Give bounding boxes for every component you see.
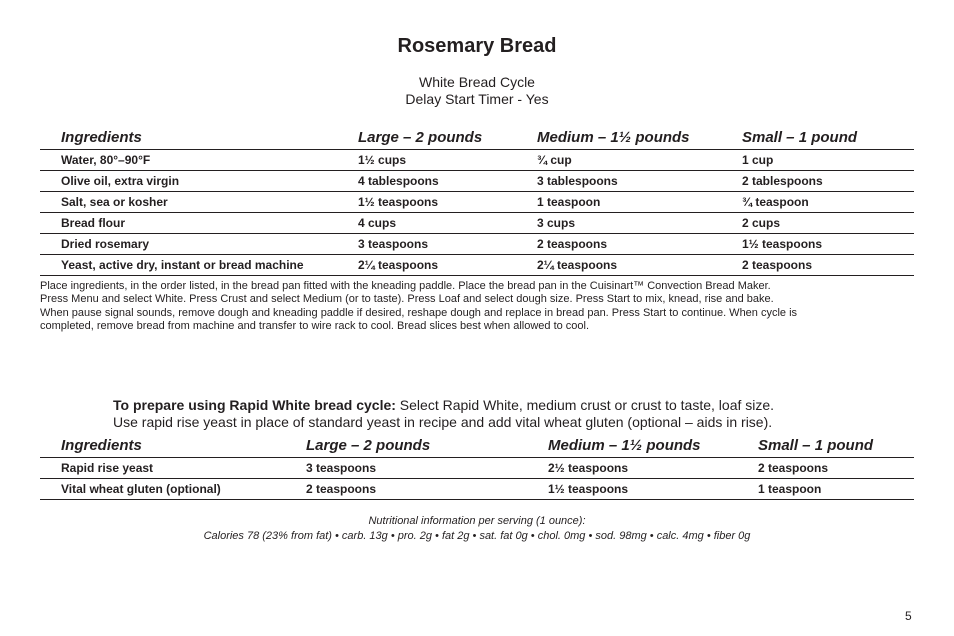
ingredient-name: Vital wheat gluten (optional)	[40, 479, 306, 500]
amount-small: 2 teaspoons	[742, 255, 914, 276]
column-header-ingredients: Ingredients	[40, 128, 358, 150]
recipe-title: Rosemary Bread	[397, 35, 557, 57]
page-number: 5	[905, 609, 912, 623]
amount-large: 2 teaspoons	[306, 479, 548, 500]
amount-medium: 3 cups	[537, 213, 742, 234]
table-row	[40, 150, 914, 171]
table-header-row	[40, 128, 914, 150]
table-row	[40, 213, 914, 234]
table-row	[40, 192, 914, 213]
amount-medium: 1½ teaspoons	[548, 479, 758, 500]
amount-small: 1½ teaspoons	[742, 234, 914, 255]
amount-medium: 1 teaspoon	[537, 192, 742, 213]
rapid-note-line	[113, 397, 873, 414]
amount-medium: 2¼ teaspoons	[537, 255, 742, 276]
ingredient-name: Salt, sea or kosher	[40, 192, 358, 213]
amount-medium: 2 teaspoons	[537, 234, 742, 255]
column-header-medium: Medium – 1½ pounds	[537, 128, 742, 150]
amount-small: 2 tablespoons	[742, 171, 914, 192]
nutrition-heading: Nutritional information per serving (1 ounce):	[368, 515, 586, 527]
rapid-ingredients-table	[40, 436, 914, 500]
instructions-paragraph	[40, 280, 920, 334]
amount-small: 1 teaspoon	[758, 479, 914, 500]
ingredient-name: Dried rosemary	[40, 234, 358, 255]
amount-medium: 3 tablespoons	[537, 171, 742, 192]
amount-large: 4 tablespoons	[358, 171, 537, 192]
amount-large: 4 cups	[358, 213, 537, 234]
cycle-subtitle: White Bread Cycle	[419, 74, 535, 90]
rapid-note-line: Use rapid rise yeast in place of standard yeast in recipe and add vital wheat gluten (optional – aids in rise).	[113, 414, 773, 430]
amount-large: 1½ teaspoons	[358, 192, 537, 213]
table-row	[40, 234, 914, 255]
ingredient-name: Water, 80°–90°F	[40, 150, 358, 171]
delay-timer-subtitle: Delay Start Timer - Yes	[405, 91, 549, 107]
table-header-row	[40, 436, 914, 458]
ingredient-name: Olive oil, extra virgin	[40, 171, 358, 192]
table-row	[40, 255, 914, 276]
amount-large: 3 teaspoons	[358, 234, 537, 255]
amount-small: 2 teaspoons	[758, 458, 914, 479]
amount-small: 2 cups	[742, 213, 914, 234]
ingredient-name: Rapid rise yeast	[40, 458, 306, 479]
ingredients-table	[40, 128, 914, 276]
rapid-note-label: To prepare using Rapid White bread cycle:	[113, 397, 396, 413]
nutrition-details: Calories 78 (23% from fat) • carb. 13g • pro. 2g • fat 2g • sat. fat 0g • chol. 0mg • sod. 98mg • calc. 4mg • fiber 0g	[203, 530, 751, 542]
amount-medium: ¾ cup	[537, 150, 742, 171]
instructions-line: Place ingredients, in the order listed, in the bread pan fitted with the kneading paddle. Place the bread pan in the Cuisinart™ Convection Bread Maker.	[40, 280, 771, 292]
column-header-small: Small – 1 pound	[758, 436, 914, 458]
rapid-cycle-note	[113, 397, 873, 431]
ingredient-name: Yeast, active dry, instant or bread machine	[40, 255, 358, 276]
column-header-large: Large – 2 pounds	[306, 436, 548, 458]
table-row	[40, 458, 914, 479]
amount-small: 1 cup	[742, 150, 914, 171]
amount-large: 2¼ teaspoons	[358, 255, 537, 276]
table-row	[40, 479, 914, 500]
amount-medium: 2½ teaspoons	[548, 458, 758, 479]
amount-large: 1½ cups	[358, 150, 537, 171]
column-header-medium: Medium – 1½ pounds	[548, 436, 758, 458]
column-header-small: Small – 1 pound	[742, 128, 914, 150]
column-header-large: Large – 2 pounds	[358, 128, 537, 150]
column-header-ingredients: Ingredients	[40, 436, 306, 458]
rapid-note-text: Select Rapid White, medium crust or crust to taste, loaf size.	[395, 397, 775, 413]
instructions-line: Press Menu and select White. Press Crust and select Medium (or to taste). Press Loaf and select dough size. Press Start to mix, knead, rise and bake.	[40, 293, 774, 306]
table-row	[40, 171, 914, 192]
amount-small: ¾ teaspoon	[742, 192, 914, 213]
ingredient-name: Bread flour	[40, 213, 358, 234]
instructions-line: When pause signal sounds, remove dough and kneading paddle if desired, reshape dough and replace in bread pan. Press Start to continue. When cycle is	[40, 306, 798, 319]
instructions-line: completed, remove bread from machine and transfer to wire rack to cool. Bread slices best when allowed to cool.	[40, 320, 590, 333]
amount-large: 3 teaspoons	[306, 458, 548, 479]
